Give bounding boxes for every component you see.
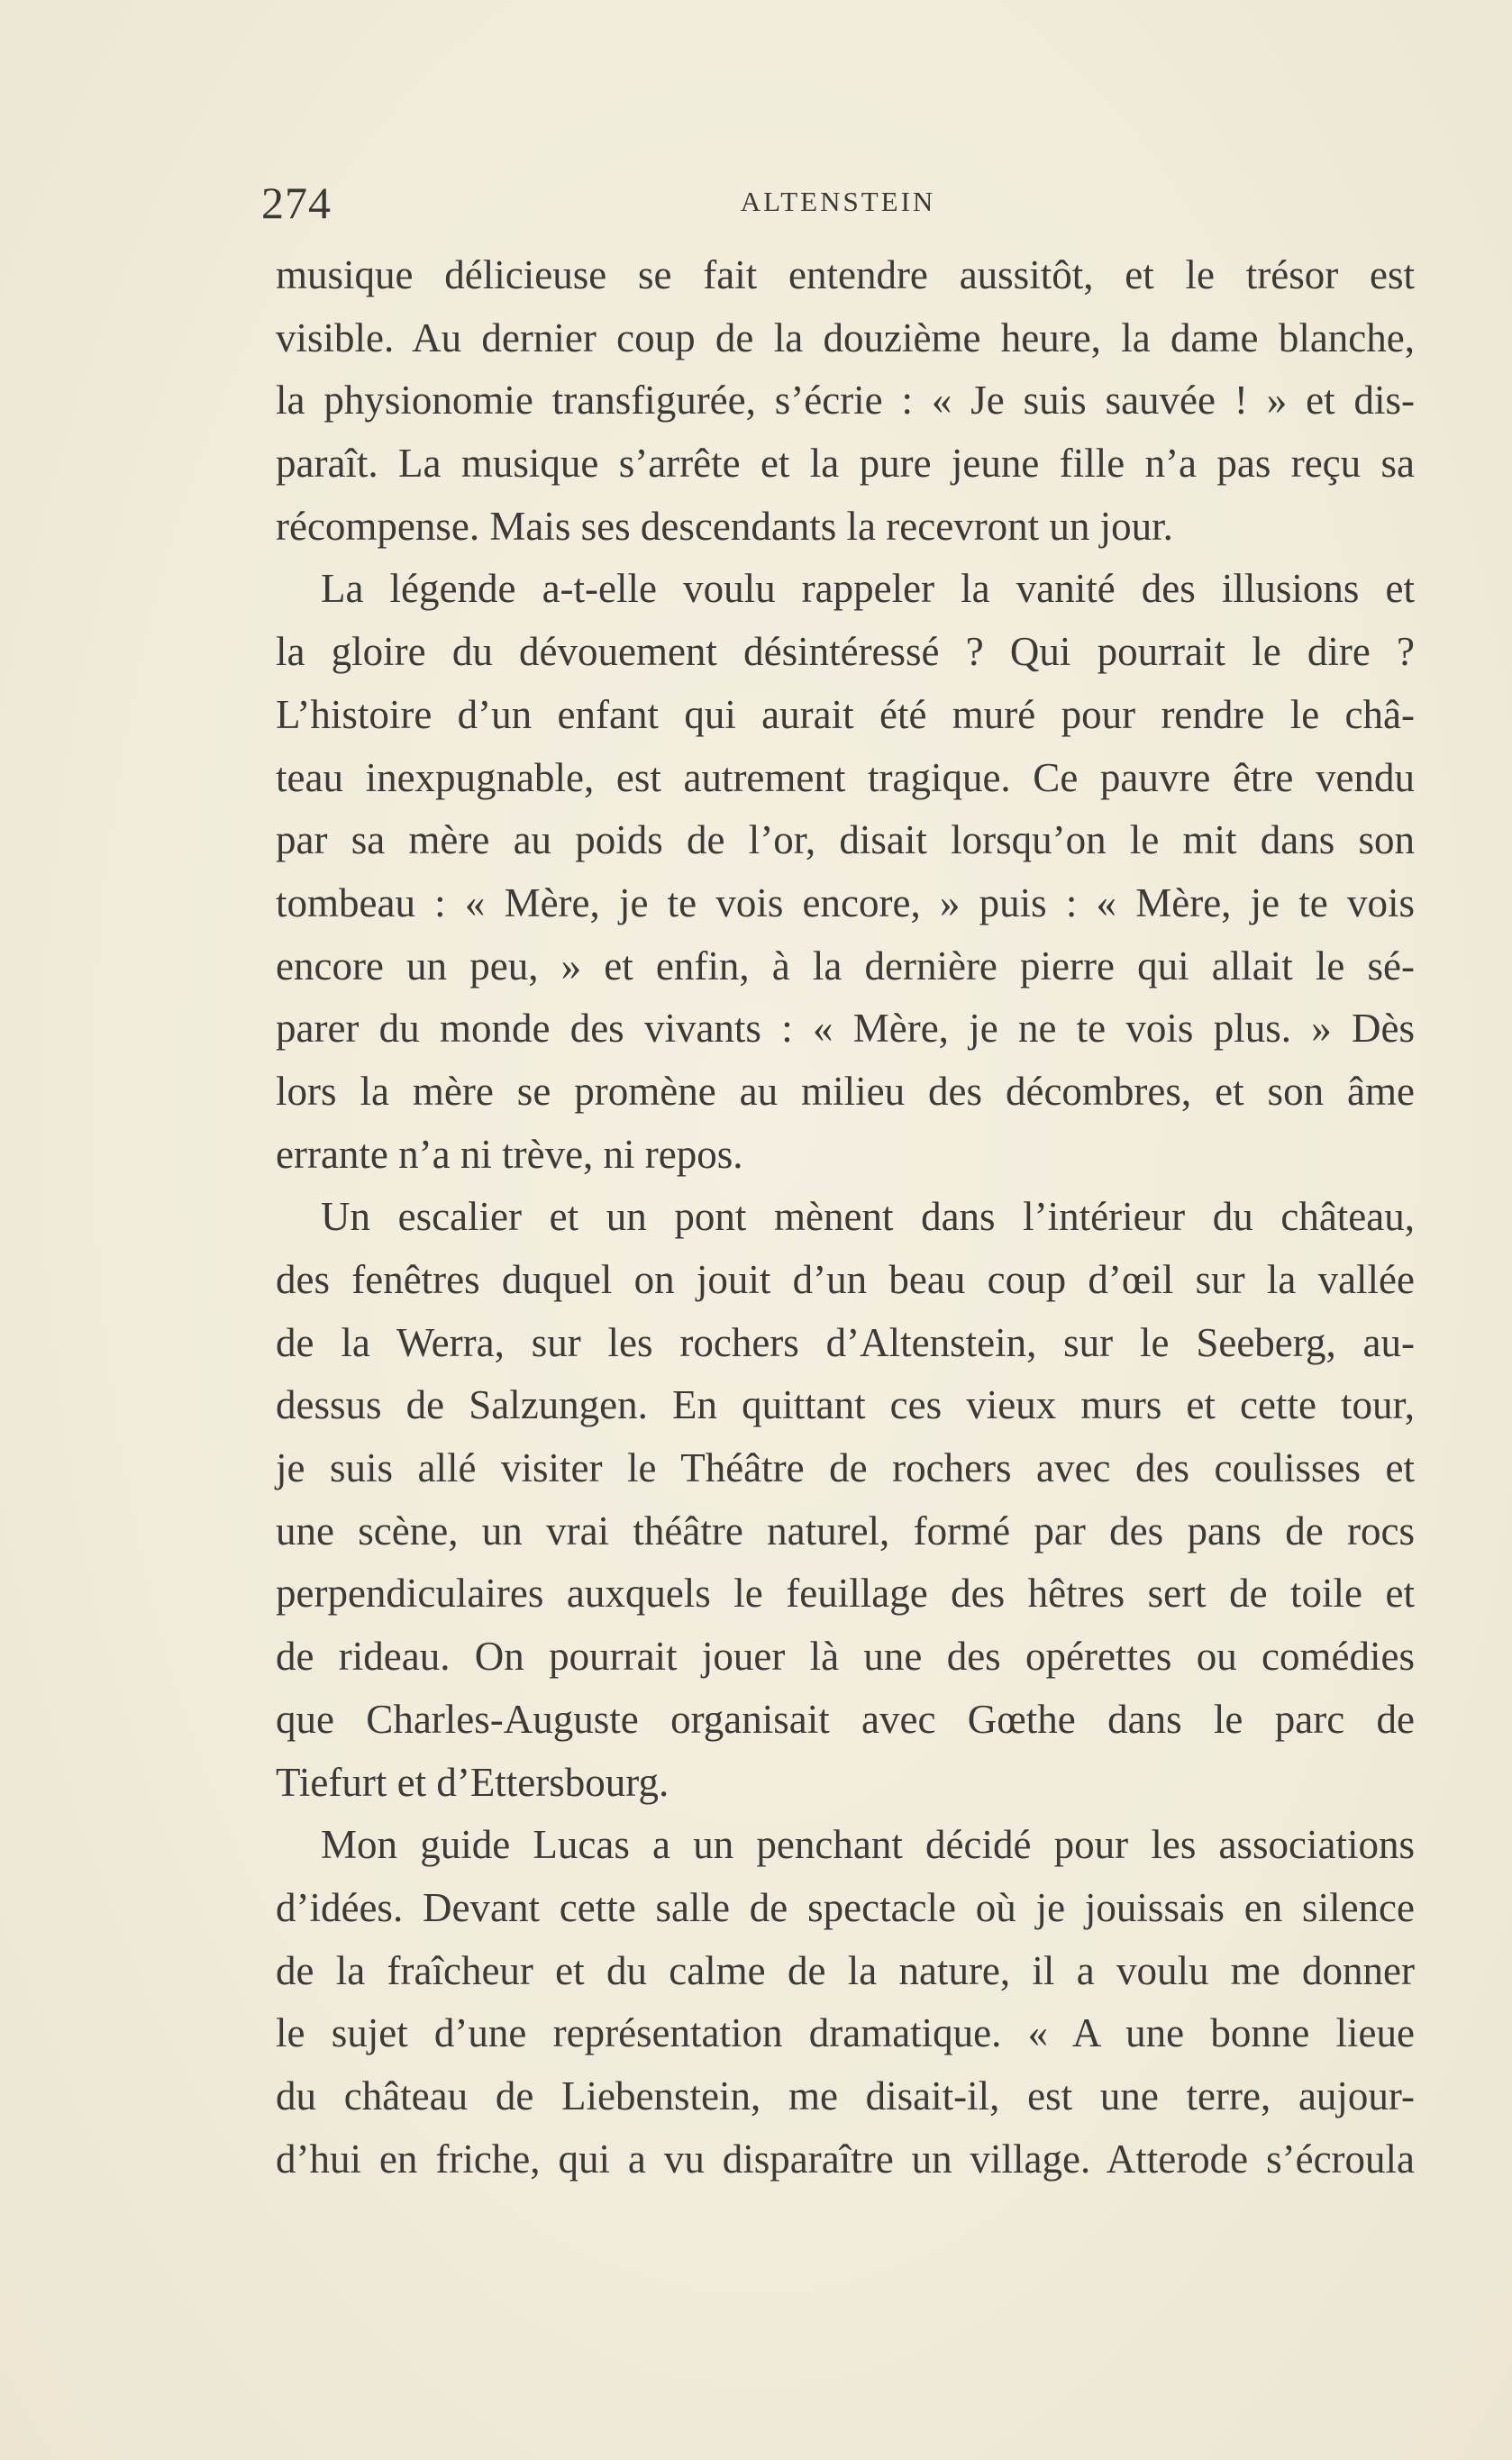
text-line: musique délicieuse se fait entendre aussitôt, et le trésor est	[276, 252, 1415, 297]
page-header	[261, 177, 1415, 231]
text-line: dessus de Salzungen. En quittant ces vieux murs et cette tour,	[276, 1382, 1415, 1428]
text-line: le sujet d’une représentation dramatique. « A une bonne lieue	[276, 2010, 1415, 2056]
text-line: d’hui en friche, qui a vu disparaître un village. Atterode s’écroula	[276, 2136, 1415, 2182]
text-line: d’idées. Devant cette salle de spectacle où je jouissais en silence	[276, 1884, 1415, 1930]
text-line: de la Werra, sur les rochers d’Altenstein, sur le Seeberg, au-	[276, 1319, 1415, 1365]
text-line: La légende a-t-elle voulu rappeler la vanité des illusions et	[321, 566, 1415, 612]
text-line: perpendiculaires auxquels le feuillage des hêtres sert de toile et	[276, 1571, 1415, 1617]
text-line: par sa mère au poids de l’or, disait lorsqu’on le mit dans son	[276, 817, 1415, 863]
text-line: lors la mère se promène au milieu des décombres, et son âme	[276, 1068, 1415, 1114]
text-line: Tiefurt et d’Ettersbourg.	[276, 1759, 669, 1805]
text-line: la physionomie transfigurée, s’écrie : « Je suis sauvée ! » et dis-	[276, 378, 1415, 424]
page-number: 274	[261, 178, 332, 228]
text-line: la gloire du dévouement désintéressé ? Qui pourrait le dire ?	[276, 629, 1415, 675]
text-line: de rideau. On pourrait jouer là une des opérettes ou comédies	[276, 1634, 1415, 1680]
text-line: je suis allé visiter le Théâtre de rochers avec des coulisses et	[276, 1445, 1415, 1491]
text-line: que Charles-Auguste organisait avec Gœthe dans le parc de	[276, 1696, 1415, 1742]
text-line: parer du monde des vivants : « Mère, je ne te vois plus. » Dès	[276, 1006, 1415, 1052]
text-line: du château de Liebenstein, me disait-il, est une terre, aujour-	[276, 2073, 1415, 2118]
running-title: ALTENSTEIN	[740, 186, 936, 217]
text-line: errante n’a ni trève, ni repos.	[276, 1131, 743, 1177]
text-line: L’histoire d’un enfant qui aurait été muré pour rendre le châ-	[276, 691, 1415, 737]
text-line: teau inexpugnable, est autrement tragique. Ce pauvre être vendu	[276, 754, 1415, 800]
text-line: Un escalier et un pont mènent dans l’intérieur du château,	[321, 1194, 1415, 1240]
text-line: paraît. La musique s’arrête et la pure jeune fille n’a pas reçu sa	[276, 441, 1415, 487]
text-line: tombeau : « Mère, je te vois encore, » puis : « Mère, je te vois	[276, 879, 1415, 925]
text-line: de la fraîcheur et du calme de la nature, il a voulu me donner	[276, 1947, 1415, 1993]
text-line: encore un peu, » et enfin, à la dernière pierre qui allait le sé-	[276, 943, 1415, 989]
text-line: visible. Au dernier coup de la douzième heure, la dame blanche,	[276, 314, 1415, 360]
text-line: récompense. Mais ses descendants la recevront un jour.	[276, 503, 1173, 549]
text-line: une scène, un vrai théâtre naturel, formé par des pans de rocs	[276, 1508, 1415, 1553]
text-line: Mon guide Lucas a un penchant décidé pour les associations	[321, 1822, 1415, 1868]
body-text	[276, 244, 1415, 2191]
text-line: des fenêtres duquel on jouit d’un beau coup d’œil sur la vallée	[276, 1257, 1415, 1302]
